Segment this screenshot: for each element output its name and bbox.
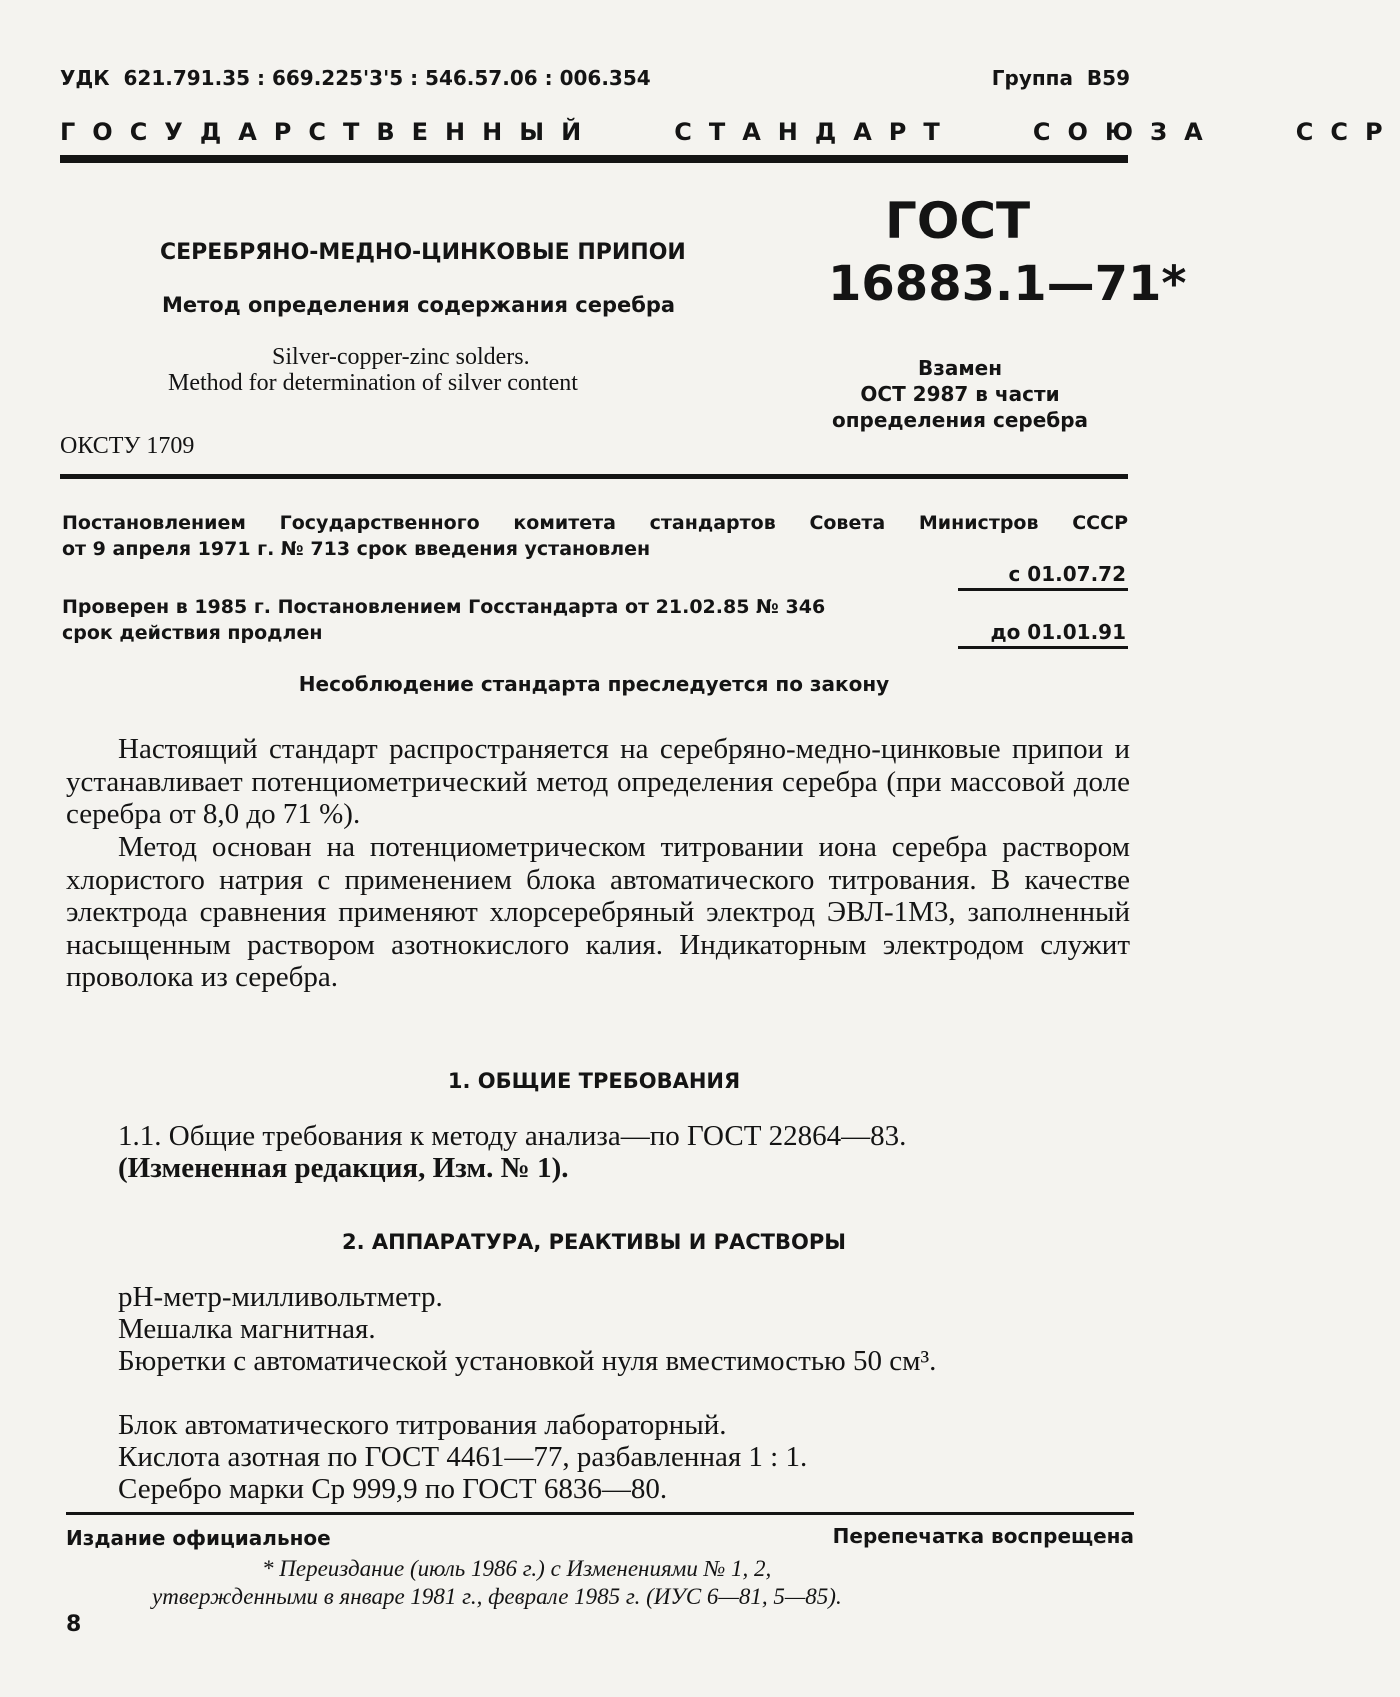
section-1-item: 1.1. Общие требования к методу анализа—по ГОСТ 22864—83. xyxy=(118,1120,907,1152)
replaces-line-1: Взамен xyxy=(917,356,1003,380)
footer-rule xyxy=(66,1512,1134,1515)
list-item: Бюретки с автоматической установкой нуля вместимостью 50 см³. xyxy=(118,1345,937,1377)
date-from-underline xyxy=(958,588,1128,591)
legal-warning: Несоблюдение стандарта преследуется по закону xyxy=(298,672,890,696)
official-edition: Издание официальное xyxy=(66,1526,331,1550)
intro-paragraph-1: Настоящий стандарт распространяется на серебряно-медно-цинковые припои и устанавливает потенциометрический метод определения серебра (при массовой доле серебра от 8,0 до 71 %). xyxy=(66,733,1130,830)
section-2-heading: 2. АППАРАТУРА, РЕАКТИВЫ И РАСТВОРЫ xyxy=(341,1230,847,1254)
oksty-code: ОКСТУ 1709 xyxy=(60,433,195,459)
date-from: с 01.07.72 xyxy=(1008,562,1126,586)
checked-line-2: срок действия продлен xyxy=(62,622,323,644)
checked-line-1: Проверен в 1985 г. Постановлением Госстандарта от 21.02.85 № 346 xyxy=(62,596,826,618)
list-item: Серебро марки Ср 999,9 по ГОСТ 6836—80. xyxy=(118,1473,668,1505)
date-to: до 01.01.91 xyxy=(990,620,1126,644)
reprint-prohibited: Перепечатка воспрещена xyxy=(832,1524,1134,1548)
udk-code: УДК 621.791.35 : 669.225'3'5 : 546.57.06 : 006.354 xyxy=(60,66,651,90)
page-number: 8 xyxy=(66,1612,82,1637)
title-bottom-rule xyxy=(60,474,1128,479)
gost-number: 16883.1—71* xyxy=(828,256,1187,312)
title-en: Silver-copper-zinc solders. xyxy=(272,344,530,370)
subtitle-en: Method for determination of silver content xyxy=(168,370,578,396)
title-ru: СЕРЕБРЯНО-МЕДНО-ЦИНКОВЫЕ ПРИПОИ xyxy=(160,240,686,265)
list-item: Кислота азотная по ГОСТ 4461—77, разбавленная 1 : 1. xyxy=(118,1441,808,1473)
decree-line-1: Постановлением Государственного комитета стандартов Совета Министров СССР xyxy=(62,512,1128,534)
section-1-heading: 1. ОБЩИЕ ТРЕБОВАНИЯ xyxy=(447,1069,741,1093)
subtitle-ru: Метод определения содержания серебра xyxy=(162,293,676,317)
list-item: Блок автоматического титрования лабораторный. xyxy=(118,1409,727,1441)
header-thick-rule xyxy=(60,155,1128,163)
date-to-underline xyxy=(958,646,1128,649)
group-code: Группа В59 xyxy=(991,66,1130,90)
state-standard-line: ГОСУДАРСТВЕННЫЙ СТАНДАРТ СОЮЗА ССР xyxy=(60,118,1400,146)
replaces-line-3: определения серебра xyxy=(831,408,1089,432)
footnote-line-2: утвержденными в январе 1981 г., феврале 1985 г. (ИУС 6—81, 5—85). xyxy=(152,1584,842,1609)
footnote-line-1: * Переиздание (июль 1986 г.) с Изменениями № 1, 2, xyxy=(262,1556,772,1581)
list-item: Мешалка магнитная. xyxy=(118,1313,376,1345)
decree-line-2: от 9 апреля 1971 г. № 713 срок введения установлен xyxy=(62,538,651,560)
list-item: pH-метр-милливольтметр. xyxy=(118,1281,443,1313)
intro-paragraph-2: Метод основан на потенциометрическом титровании иона серебра раствором хлористого натрия с применением блока автоматического титрования. В качестве электрода сравнения применяют хлорсеребряный электрод ЭВЛ-1М3, заполненный насыщенным раствором азотнокислого калия. Индикаторным электродом служит проволока из серебра. xyxy=(66,831,1130,993)
gost-label: ГОСТ xyxy=(885,192,1031,250)
replaces-line-2: ОСТ 2987 в части xyxy=(860,382,1060,406)
section-1-edit-note: (Измененная редакция, Изм. № 1). xyxy=(118,1152,569,1184)
